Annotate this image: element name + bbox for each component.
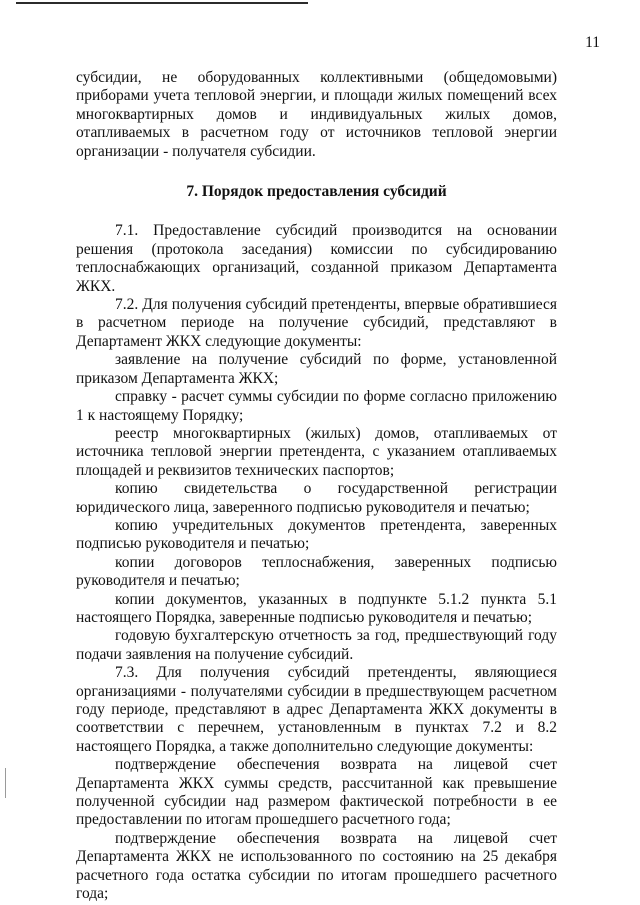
list-item-registry: реестр многоквартирных (жилых) домов, отапливаемых от источника тепловой энергии претендента, с указанием отапливаемых площадей и реквизитов технических паспортов; [76, 424, 557, 479]
list-item-subpoint-documents: копии документов, указанных в подпункте 5.1.2 пункта 5.1 настоящего Порядка, заверенные подписью руководителя и печатью; [76, 590, 557, 626]
continuation-paragraph: субсидии, не оборудованных коллективными (общедомовыми) приборами учета тепловой энергии, и площади жилых помещений всех многоквартирных домов и индивидуальных жилых домов, отапливаемых в расчетном году от источников тепловой энергии организации - получателя субсидии. [76, 69, 557, 160]
list-item-excess-return: подтверждение обеспечения возврата на лицевой счет Департамента ЖКХ суммы средств, рассчитанной как превышение полученной субсидии над размером фактической потребности в ее предоставлении по итогам прошедшего расчетного года; [76, 756, 557, 829]
list-item-application: заявление на получение субсидий по форме, установленной приказом Департамента ЖКХ; [76, 351, 557, 387]
section-title: 7. Порядок предоставления субсидий [186, 183, 447, 201]
document-body [76, 69, 557, 903]
scan-artifact-mark [5, 768, 6, 798]
list-item-accounting-report: годовую бухгалтерскую отчетность за год, предшествующий году подачи заявления на получение субсидий. [76, 627, 557, 663]
top-border-line [16, 2, 308, 4]
paragraph-7-2: 7.2. Для получения субсидий претенденты, впервые обратившиеся в расчетном периоде на получение субсидий, представляют в Департамент ЖКХ следующие документы: [76, 296, 557, 350]
list-item-calculation: справку - расчет суммы субсидии по форме согласно приложению 1 к настоящему Порядку; [76, 388, 557, 424]
list-item-supply-contracts: копии договоров теплоснабжения, заверенных подписью руководителя и печатью; [76, 553, 557, 590]
paragraph-7-3: 7.3. Для получения субсидий претенденты, являющиеся организациями - получателями субсидии в предшествующем расчетном году периоде, представляют в адрес Департамента ЖКХ документы в соответствии с перечнем, установленным в пунктах 7.2 и 8.2 настоящего Порядка, а также дополнительно следующие документы: [76, 664, 557, 755]
list-item-unused-balance-return: подтверждение обеспечения возврата на лицевой счет Департамента ЖКХ не использованного по состоянию на 25 декабря расчетного года остатка субсидии по итогам прошедшего расчетного года; [76, 829, 557, 903]
list-item-registration-certificate: копию свидетельства о государственной регистрации юридического лица, заверенного подписью руководителя и печатью; [76, 480, 557, 516]
list-item-founding-documents: копию учредительных документов претендента, заверенных подписью руководителя и печатью; [76, 516, 557, 553]
paragraph-7-1: 7.1. Предоставление субсидий производится на основании решения (протокола заседания) комиссии по субсидированию теплоснабжающих организаций, созданной приказом Департамента ЖКХ. [76, 222, 557, 295]
page-number: 11 [585, 34, 600, 51]
